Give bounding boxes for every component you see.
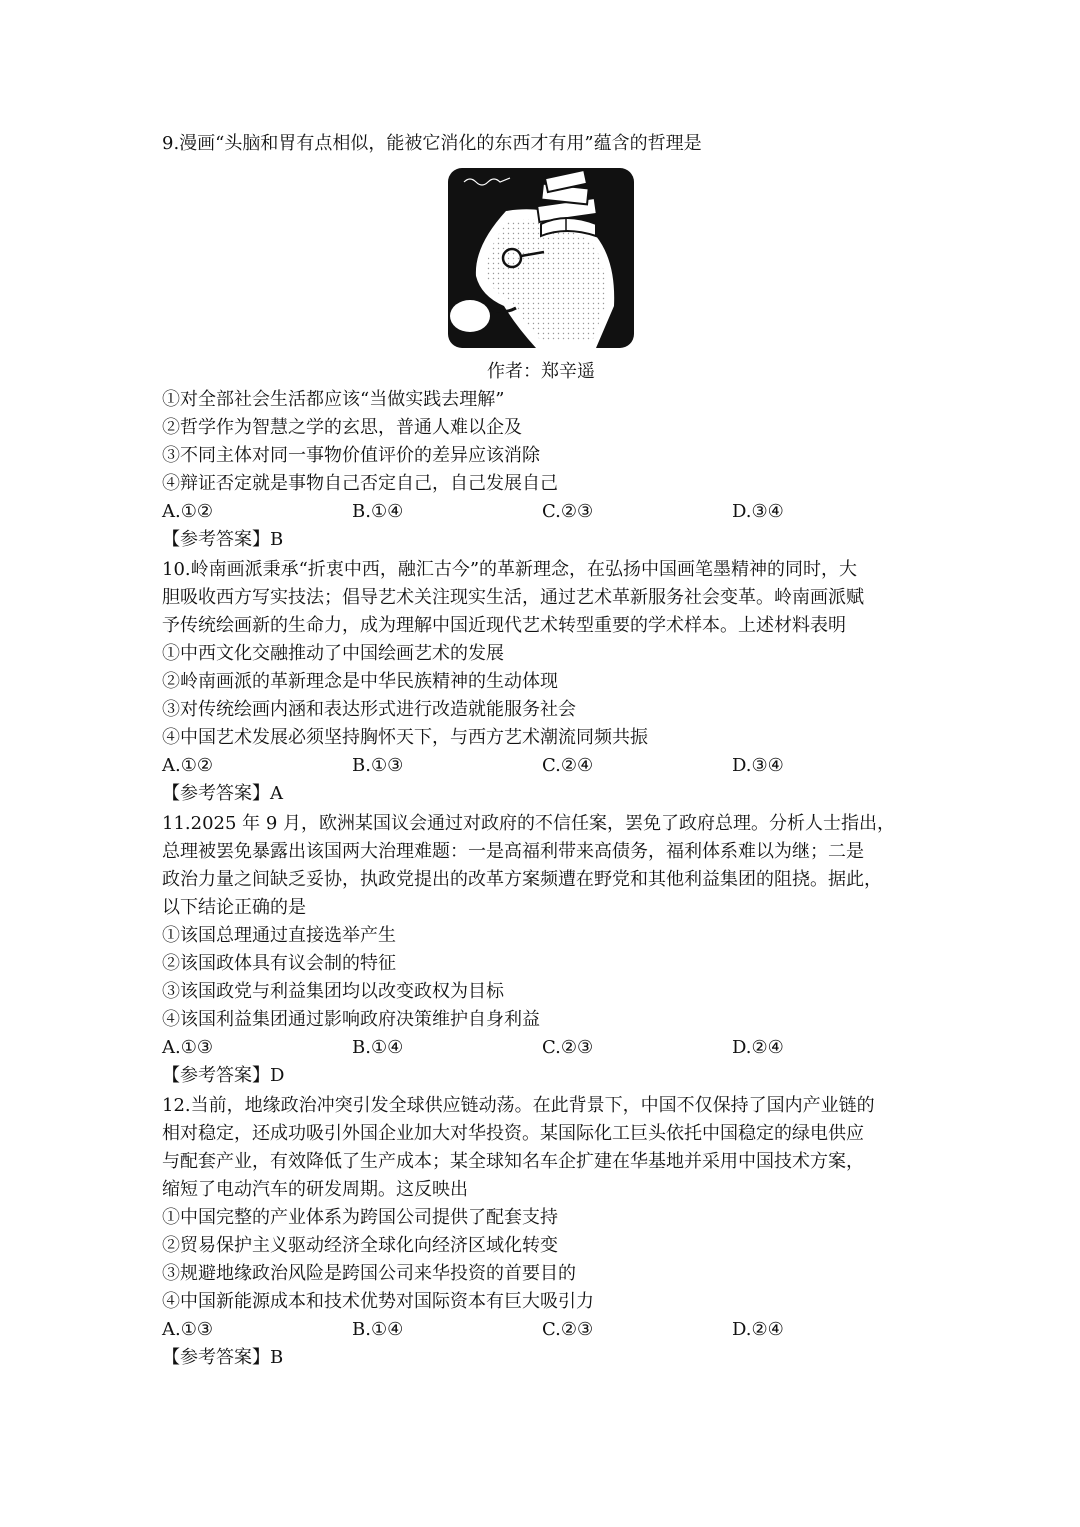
option-c: C.②③ [542,501,594,522]
option-d: D.③④ [732,501,784,522]
option-a: A.①② [162,755,213,776]
question-stem: 10.岭南画派秉承“折衷中西，融汇古今”的革新理念，在弘扬中国画笔墨精神的同时，大 [162,559,858,580]
choice-item: ④中国艺术发展必须坚持胸怀天下，与西方艺术潮流同频共振 [162,727,648,748]
question-stem: 予传统绘画新的生命力，成为理解中国近现代艺术转型重要的学术样本。上述材料表明 [162,615,846,636]
question-9 [162,130,922,158]
choice-item: ②贸易保护主义驱动经济全球化向经济区域化转变 [162,1235,558,1256]
question-stem: 以下结论正确的是 [162,897,306,918]
choice-item: ③该国政党与利益集团均以改变政权为目标 [162,981,504,1002]
question-stem: 胆吸收西方写实技法；倡导艺术关注现实生活，通过艺术革新服务社会变革。岭南画派赋 [162,587,864,608]
choice-item: ①中国完整的产业体系为跨国公司提供了配套支持 [162,1207,558,1228]
choice-item: ②哲学作为智慧之学的玄思，普通人难以企及 [162,417,522,438]
question-stem: 12.当前，地缘政治冲突引发全球供应链动荡。在此背景下，中国不仅保持了国内产业链的 [162,1095,875,1116]
option-d: D.③④ [732,755,784,776]
question-9-items [162,386,922,554]
choice-item: ③不同主体对同一事物价值评价的差异应该消除 [162,445,540,466]
question-stem: 9.漫画“头脑和胃有点相似，能被它消化的东西才有用”蕴含的哲理是 [162,133,702,154]
choice-item: ①对全部社会生活都应该“当做实践去理解” [162,389,505,410]
figure-caption: 作者：郑辛遥 [487,361,595,382]
question-stem: 11.2025 年 9 月，欧洲某国议会通过对政府的不信任案，罢免了政府总理。分析人士指出， [162,813,896,834]
option-b: B.①③ [352,755,404,776]
question-12 [162,1092,922,1372]
question-stem: 缩短了电动汽车的研发周期。这反映出 [162,1179,468,1200]
option-d: D.②④ [732,1319,784,1340]
choice-item: ①中西文化交融推动了中国绘画艺术的发展 [162,643,504,664]
choice-item: ④该国利益集团通过影响政府决策维护自身利益 [162,1009,540,1030]
question-stem: 政治力量之间缺乏妥协，执政党提出的改革方案频遭在野党和其他利益集团的阻挠。据此， [162,869,882,890]
speech-bubble [450,300,490,332]
option-a: A.①③ [162,1319,213,1340]
question-stem: 与配套产业，有效降低了生产成本；某全球知名车企扩建在华基地并采用中国技术方案， [162,1151,864,1172]
cartoon-illustration [446,166,636,350]
option-c: C.②③ [542,1037,594,1058]
option-a: A.①③ [162,1037,213,1058]
question-stem: 总理被罢免暴露出该国两大治理难题：一是高福利带来高债务，福利体系难以为继；二是 [162,841,864,862]
choice-item: ②该国政体具有议会制的特征 [162,953,396,974]
choice-item: ④中国新能源成本和技术优势对国际资本有巨大吸引力 [162,1291,594,1312]
option-b: B.①④ [352,1319,404,1340]
option-b: B.①④ [352,1037,404,1058]
reference-answer: 【参考答案】B [162,1347,284,1368]
option-a: A.①② [162,501,213,522]
choice-item: ④辩证否定就是事物自己否定自己，自己发展自己 [162,473,558,494]
question-11 [162,810,922,1090]
answer-options [162,1316,922,1344]
answer-options [162,1034,922,1062]
option-b: B.①④ [352,501,404,522]
choice-item: ③对传统绘画内涵和表达形式进行改造就能服务社会 [162,699,576,720]
option-c: C.②④ [542,755,594,776]
reference-answer: 【参考答案】A [162,783,283,804]
choice-item: ②岭南画派的革新理念是中华民族精神的生动体现 [162,671,558,692]
choice-item: ③规避地缘政治风险是跨国公司来华投资的首要目的 [162,1263,576,1284]
option-c: C.②③ [542,1319,594,1340]
question-10 [162,556,922,808]
reference-answer: 【参考答案】B [162,529,284,550]
reference-answer: 【参考答案】D [162,1065,285,1086]
choice-item: ①该国总理通过直接选举产生 [162,925,396,946]
answer-options [162,752,922,780]
answer-options [162,498,922,526]
question-stem: 相对稳定，还成功吸引外国企业加大对华投资。某国际化工巨头依托中国稳定的绿电供应 [162,1123,864,1144]
option-d: D.②④ [732,1037,784,1058]
